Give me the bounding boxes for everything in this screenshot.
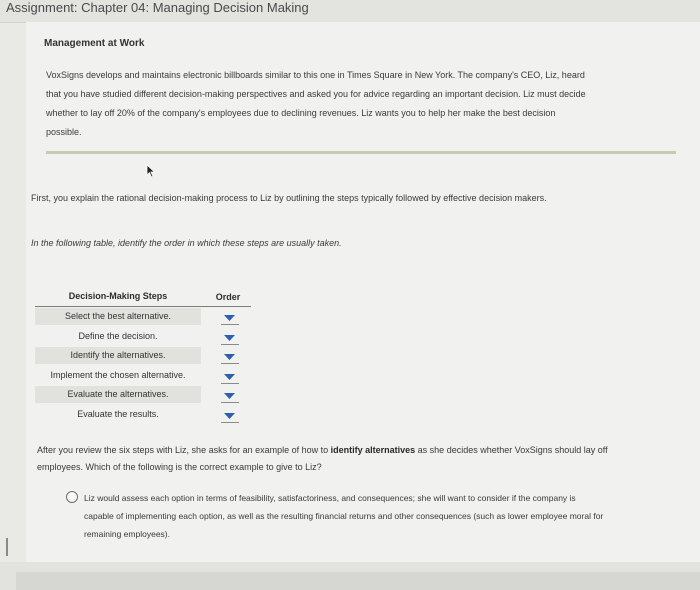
table-row <box>35 405 251 425</box>
table-header <box>35 289 251 307</box>
question1-instruction: In the following table, identify the order in which these steps are usually taken. <box>31 238 342 248</box>
intro-line: possible. <box>46 127 82 137</box>
column-header-order: Order <box>215 292 241 302</box>
order-dropdown[interactable] <box>221 389 239 403</box>
question1-prompt: First, you explain the rational decision-making process to Liz by outlining the steps typically followed by effective decision makers. <box>31 193 547 203</box>
table-row <box>35 346 251 366</box>
chevron-down-icon <box>224 374 235 380</box>
intro-line: whether to lay off 20% of the company's employees due to declining revenues. Liz wants you to help her make the best decision <box>46 108 556 118</box>
answer-option-text[interactable] <box>84 489 696 543</box>
table-row <box>35 307 251 327</box>
prompt-text: After you review the six steps with Liz, she asks for an example of how to <box>37 445 331 455</box>
bottom-bar-panel <box>16 572 700 590</box>
column-header-steps: Decision-Making Steps <box>68 291 168 301</box>
chevron-down-icon <box>224 315 235 321</box>
step-label: Evaluate the alternatives. <box>35 386 201 403</box>
order-dropdown[interactable] <box>221 331 239 345</box>
prompt-text: as she decides whether VoxSigns should lay off <box>415 445 608 455</box>
question2-prompt <box>37 442 687 476</box>
window-titlebar <box>0 0 700 23</box>
table-row <box>35 327 251 347</box>
question2-prompt-line <box>37 442 687 459</box>
question2-prompt-line: employees. Which of the following is the correct example to give to Liz? <box>37 462 322 472</box>
step-label: Evaluate the results. <box>77 408 159 419</box>
order-dropdown[interactable] <box>221 350 239 364</box>
order-dropdown[interactable] <box>221 370 239 384</box>
order-dropdown[interactable] <box>221 311 239 325</box>
option-line: Liz would assess each option in terms of feasibility, satisfactoriness, and consequences; she will want to consider if the company is <box>84 493 576 503</box>
intro-line: that you have studied different decision-making perspectives and asked you for advice regarding an important decision. Liz must decide <box>46 89 586 99</box>
intro-line: VoxSigns develops and maintains electronic billboards similar to this one in Times Square in New York. The company's CEO, Liz, heard <box>46 70 585 80</box>
chevron-down-icon <box>224 413 235 419</box>
step-label: Implement the chosen alternative. <box>50 369 186 380</box>
table-row <box>35 385 251 405</box>
option-line: remaining employees). <box>84 529 170 539</box>
chevron-down-icon <box>224 393 235 399</box>
table-row <box>35 366 251 386</box>
intro-paragraph <box>46 66 676 142</box>
mouse-pointer-icon <box>146 164 156 183</box>
edge-marker <box>6 538 8 556</box>
section-divider <box>46 151 676 154</box>
prompt-emphasis: identify alternatives <box>330 445 416 455</box>
window-title: Assignment: Chapter 04: Managing Decision Making <box>6 0 309 15</box>
bottom-bar <box>0 562 700 590</box>
order-dropdown[interactable] <box>221 409 239 423</box>
step-label: Select the best alternative. <box>35 308 201 325</box>
radio-button[interactable] <box>66 491 78 503</box>
decision-steps-table <box>35 289 251 424</box>
chevron-down-icon <box>224 354 235 360</box>
step-label: Define the decision. <box>78 330 158 341</box>
step-label: Identify the alternatives. <box>35 347 201 364</box>
chevron-down-icon <box>224 335 235 341</box>
section-title: Management at Work <box>44 38 145 49</box>
option-line: capable of implementing each option, as well as the resulting financial returns and other consequences (such as lower employee moral for <box>84 511 604 521</box>
